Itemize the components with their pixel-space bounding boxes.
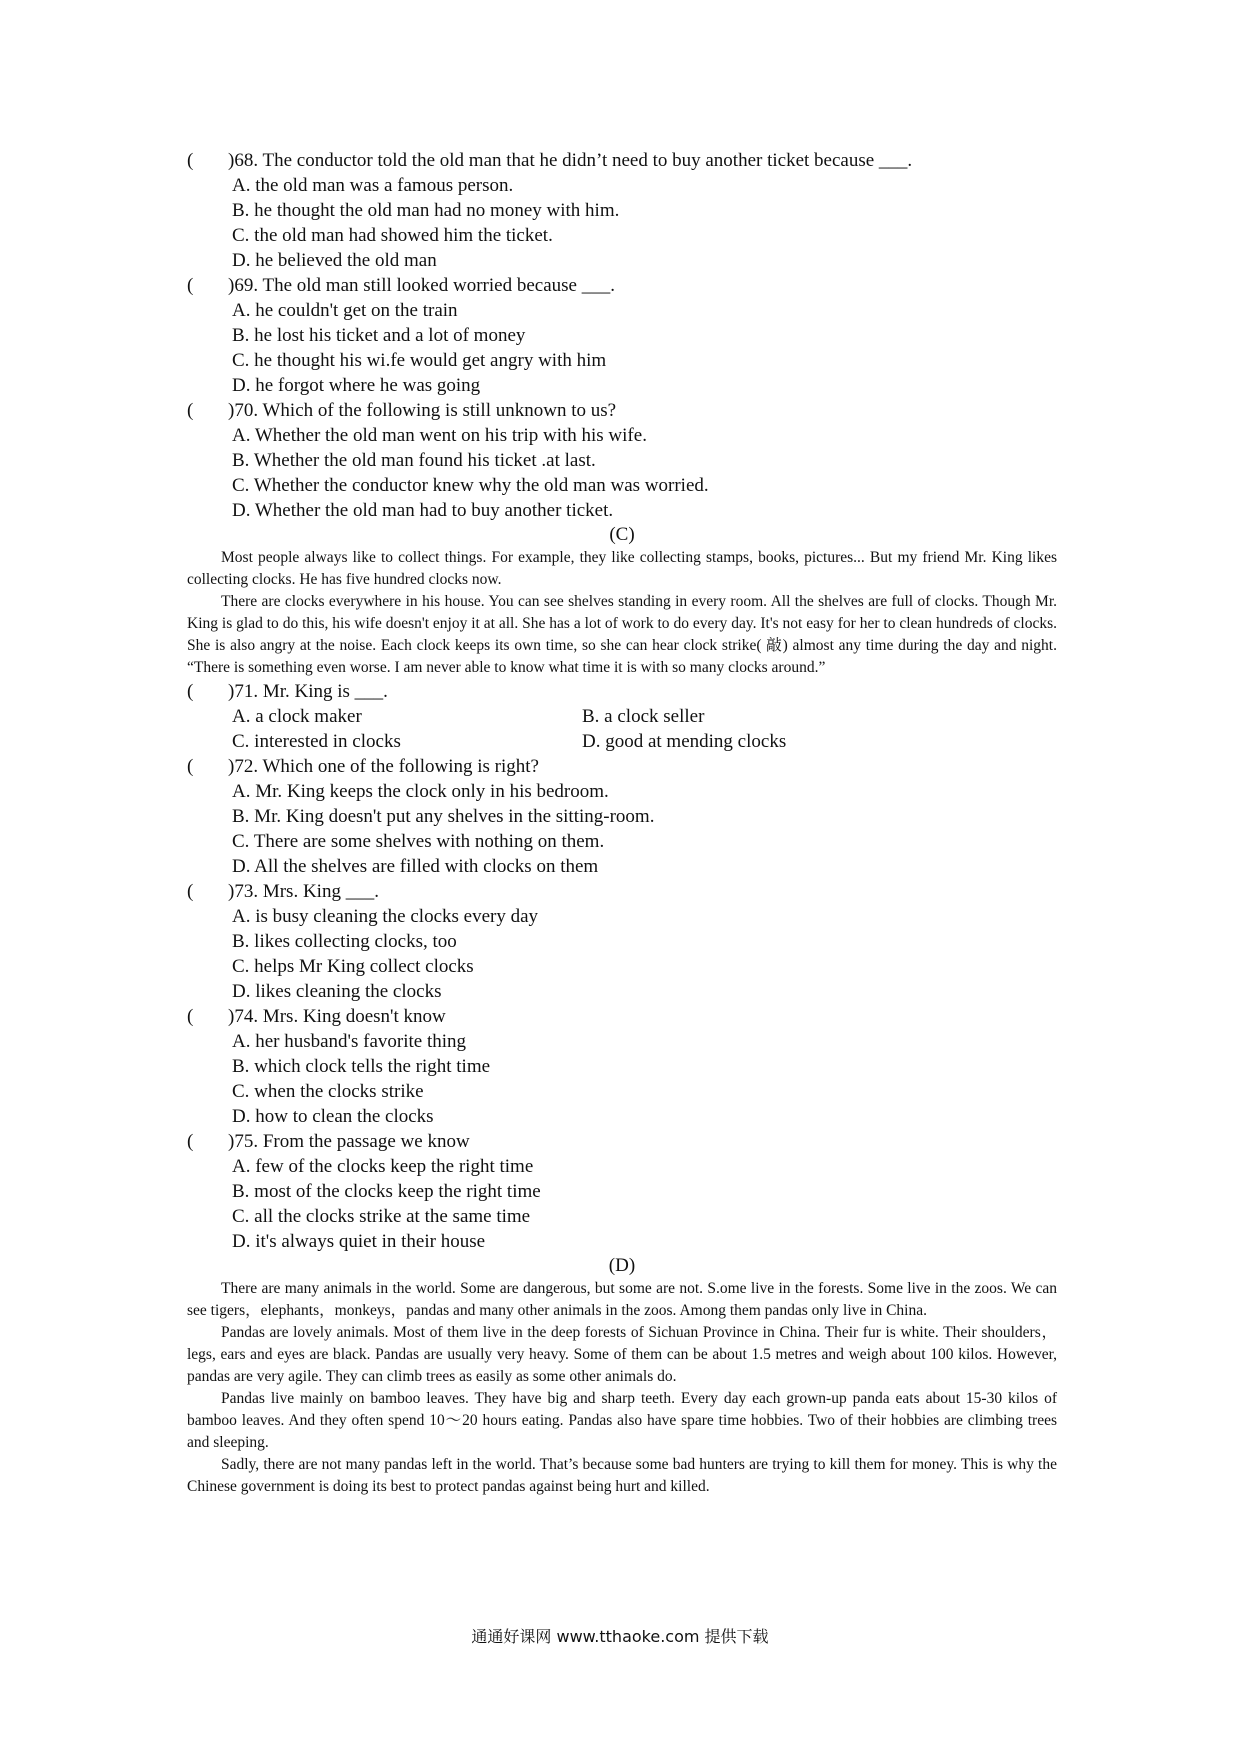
question-stem: )73. Mrs. King ___. bbox=[228, 881, 379, 902]
question-68 bbox=[187, 148, 1057, 173]
option-d: D. he believed the old man bbox=[232, 250, 437, 271]
option-c: C. There are some shelves with nothing on them. bbox=[232, 831, 605, 852]
page-footer: 通通好课网 www.tthaoke.com 提供下载 bbox=[471, 1627, 769, 1646]
option-a: A. is busy cleaning the clocks every day bbox=[232, 906, 539, 927]
question-75 bbox=[187, 1129, 1057, 1154]
option-d: D. All the shelves are filled with clocks on them bbox=[232, 856, 599, 877]
option-c: C. all the clocks strike at the same time bbox=[232, 1206, 531, 1227]
passage-d-paragraph-2: Pandas are lovely animals. Most of them live in the deep forests of Sichuan Province in China. Their fur is white. Their shoulders，legs, ears and eyes are black. Pandas are usually very heavy. Some of them can be about 1.5 metres and weigh about 100 kilos. However, pandas are very agile. They can climb trees as easily as some other animals do. bbox=[187, 1324, 1057, 1385]
answer-blank: ( bbox=[187, 881, 194, 902]
question-stem: )68. The conductor told the old man that he didn’t need to buy another ticket because ___. bbox=[228, 150, 913, 171]
option-c: C. interested in clocks bbox=[232, 731, 401, 752]
question-stem: )75. From the passage we know bbox=[228, 1131, 470, 1152]
option-c: C. he thought his wi.fe would get angry with him bbox=[232, 350, 607, 371]
passage-c-paragraph-2: There are clocks everywhere in his house. You can see shelves standing in every room. All the shelves are full of clocks. Though Mr. King is glad to do this, his wife doesn't enjoy it at all. She has a lot of work to do every day. It's not easy for her to clean hundreds of clocks. She is also angry at the noise. Each clock keeps its own time, so she can hear clock strike( 敲) almost any time during the day and night. “There is something even worse. I am never able to know what time it is with so many clocks around.” bbox=[187, 593, 1057, 676]
option-c: C. helps Mr King collect clocks bbox=[232, 956, 474, 977]
option-b: B. which clock tells the right time bbox=[232, 1056, 491, 1077]
option-a: A. he couldn't get on the train bbox=[232, 300, 458, 321]
option-c: C. the old man had showed him the ticket. bbox=[232, 225, 553, 246]
section-d-title: (D) bbox=[608, 1255, 636, 1276]
question-74 bbox=[187, 1004, 1057, 1029]
worksheet-page bbox=[187, 148, 1057, 1498]
question-stem: )70. Which of the following is still unknown to us? bbox=[228, 400, 617, 421]
option-a: A. the old man was a famous person. bbox=[232, 175, 514, 196]
question-71 bbox=[187, 679, 1057, 704]
question-72 bbox=[187, 754, 1057, 779]
answer-blank: ( bbox=[187, 400, 194, 421]
answer-blank: ( bbox=[187, 275, 194, 296]
option-a: A. her husband's favorite thing bbox=[232, 1031, 467, 1052]
section-c-title: (C) bbox=[609, 524, 635, 545]
option-d: D. it's always quiet in their house bbox=[232, 1231, 486, 1252]
answer-blank: ( bbox=[187, 150, 194, 171]
question-stem: )72. Which one of the following is right? bbox=[228, 756, 539, 777]
option-b: B. most of the clocks keep the right time bbox=[232, 1181, 541, 1202]
option-d: D. he forgot where he was going bbox=[232, 375, 481, 396]
option-row bbox=[187, 704, 1057, 729]
option-a: A. Whether the old man went on his trip with his wife. bbox=[232, 425, 647, 446]
question-69 bbox=[187, 273, 1057, 298]
option-b: B. Whether the old man found his ticket .at last. bbox=[232, 450, 596, 471]
option-a: A. Mr. King keeps the clock only in his bedroom. bbox=[232, 781, 609, 802]
option-a: A. a clock maker bbox=[232, 706, 362, 727]
answer-blank: ( bbox=[187, 756, 194, 777]
option-d: D. good at mending clocks bbox=[582, 731, 787, 752]
passage-d-paragraph-1: There are many animals in the world. Some are dangerous, but some are not. S.ome live in the forests. Some live in the zoos. We can see tigers，elephants，monkeys，pandas and many other animals in the zoos. Among them pandas only live in China. bbox=[187, 1280, 1057, 1319]
option-b: B. he lost his ticket and a lot of money bbox=[232, 325, 526, 346]
question-stem: )74. Mrs. King doesn't know bbox=[228, 1006, 446, 1027]
option-d: D. how to clean the clocks bbox=[232, 1106, 434, 1127]
answer-blank: ( bbox=[187, 1131, 194, 1152]
question-73 bbox=[187, 879, 1057, 904]
option-c: C. Whether the conductor knew why the old man was worried. bbox=[232, 475, 709, 496]
passage-c-paragraph-1: Most people always like to collect things. For example, they like collecting stamps, books, pictures... But my friend Mr. King likes collecting clocks. He has five hundred clocks now. bbox=[187, 549, 1057, 588]
option-b: B. he thought the old man had no money with him. bbox=[232, 200, 620, 221]
option-d: D. Whether the old man had to buy another ticket. bbox=[232, 500, 614, 521]
option-c: C. when the clocks strike bbox=[232, 1081, 424, 1102]
option-b: B. a clock seller bbox=[582, 706, 705, 727]
answer-blank: ( bbox=[187, 681, 194, 702]
passage-d-paragraph-3: Pandas live mainly on bamboo leaves. They have big and sharp teeth. Every day each grown-up panda eats about 15-30 kilos of bamboo leaves. And they often spend 10～20 hours eating. Pandas also have spare time hobbies. Two of their hobbies are climbing trees and sleeping. bbox=[187, 1390, 1057, 1451]
question-stem: )69. The old man still looked worried because ___. bbox=[228, 275, 615, 296]
passage-d-paragraph-4: Sadly, there are not many pandas left in the world. That’s because some bad hunters are trying to kill them for money. This is why the Chinese government is doing its best to protect pandas against being hurt and killed. bbox=[187, 1456, 1057, 1495]
answer-blank: ( bbox=[187, 1006, 194, 1027]
question-70 bbox=[187, 398, 1057, 423]
option-b: B. likes collecting clocks, too bbox=[232, 931, 457, 952]
option-row bbox=[187, 729, 1057, 754]
option-b: B. Mr. King doesn't put any shelves in the sitting-room. bbox=[232, 806, 655, 827]
question-stem: )71. Mr. King is ___. bbox=[228, 681, 388, 702]
option-a: A. few of the clocks keep the right time bbox=[232, 1156, 534, 1177]
option-d: D. likes cleaning the clocks bbox=[232, 981, 442, 1002]
